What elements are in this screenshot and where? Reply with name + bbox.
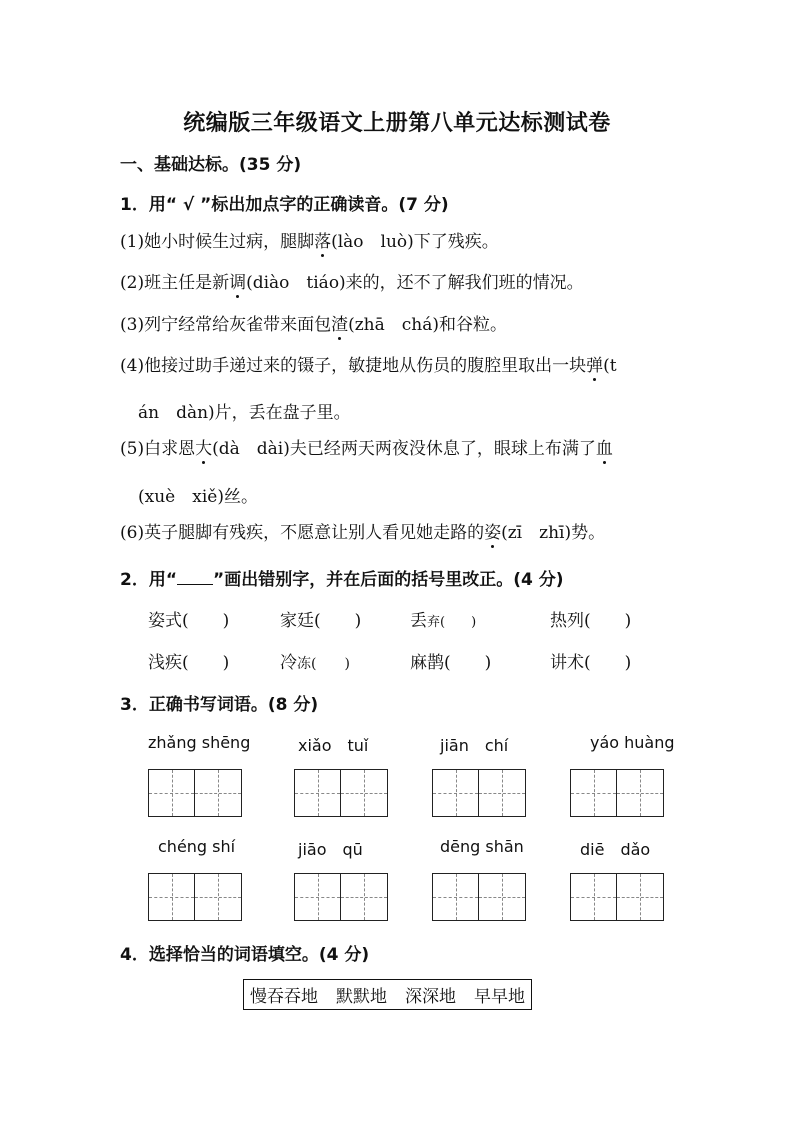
q1-item-5-cont: (xuè xiě)丝。 <box>138 487 258 507</box>
q1-item-5-post: (dà dài)夫已经两天两夜没休息了，眼球上布满了 <box>212 439 596 459</box>
pinyin-prompt: jiāo qū <box>298 840 363 859</box>
grid-cell[interactable] <box>571 770 617 816</box>
word-bank-item: 深深地 <box>405 987 456 1007</box>
q1-item-1 <box>120 227 499 252</box>
grid-cell[interactable] <box>295 770 341 816</box>
q1-item-5-pre: (5)白求恩 <box>120 439 196 459</box>
dotted-char: 落 <box>314 227 331 252</box>
grid-cell[interactable] <box>341 874 387 920</box>
dotted-char: 弹 <box>586 351 603 376</box>
q1-item-2 <box>120 268 584 293</box>
question-1-heading: 1．用“ √ ”标出加点字的正确读音。(7 分) <box>120 195 449 215</box>
q1-item-3 <box>120 310 507 335</box>
pinyin-prompt: xiǎo tuǐ <box>298 736 369 755</box>
grid-cell[interactable] <box>149 770 195 816</box>
q1-item-4-cont: án dàn)片，丢在盘子里。 <box>138 403 351 423</box>
q2-word-part: 丢 <box>410 611 427 631</box>
writing-grid[interactable] <box>570 769 664 817</box>
pinyin-prompt: jiān chí <box>440 736 509 755</box>
q2-word <box>410 606 476 631</box>
question-3-heading: 3．正确书写词语。(8 分) <box>120 695 319 715</box>
grid-cell[interactable] <box>295 874 341 920</box>
q2-word: 麻鹊( ) <box>410 653 492 673</box>
grid-cell[interactable] <box>433 874 479 920</box>
q1-item-6 <box>120 518 605 543</box>
pinyin-prompt: diē dǎo <box>580 840 651 859</box>
page-title: 统编版三年级语文上册第八单元达标测试卷 <box>183 111 611 136</box>
q1-item-6-post: (zī zhī)势。 <box>501 523 606 543</box>
writing-grid[interactable] <box>148 769 242 817</box>
dotted-char: 渣 <box>331 310 348 335</box>
q1-item-6-pre: (6)英子腿脚有残疾，不愿意让别人看见她走路的 <box>120 523 485 543</box>
question-2-heading <box>120 565 563 590</box>
q2-word: 讲术( ) <box>550 653 632 673</box>
q2-word <box>280 648 350 673</box>
grid-cell[interactable] <box>195 874 241 920</box>
q2-word-part: 弃( ) <box>427 615 477 630</box>
grid-cell[interactable] <box>433 770 479 816</box>
grid-cell[interactable] <box>195 770 241 816</box>
dotted-char: 调 <box>229 268 246 293</box>
q1-item-4-post: (t <box>603 356 617 376</box>
q1-item-3-post: (zhā chá)和谷粒。 <box>348 315 508 335</box>
q1-item-4-pre: (4)他接过助手递过来的镊子，敏捷地从伤员的腹腔里取出一块 <box>120 356 587 376</box>
grid-cell[interactable] <box>617 770 663 816</box>
pinyin-prompt: yáo huàng <box>590 733 675 752</box>
q1-item-2-post: (diào tiáo)来的，还不了解我们班的情况。 <box>246 273 584 293</box>
writing-grid[interactable] <box>570 873 664 921</box>
grid-cell[interactable] <box>571 874 617 920</box>
q1-item-4 <box>120 351 617 376</box>
q2-word: 浅疾( ) <box>148 653 230 673</box>
q1-item-3-pre: (3)列宁经常给灰雀带来面包 <box>120 315 332 335</box>
grid-cell[interactable] <box>479 874 525 920</box>
q2-word-part: 冻( ) <box>297 656 350 672</box>
question-4-heading: 4．选择恰当的词语填空。(4 分) <box>120 945 370 965</box>
word-bank <box>243 979 532 1010</box>
pinyin-prompt: chéng shí <box>158 837 236 856</box>
writing-grid[interactable] <box>432 769 526 817</box>
underline-blank <box>177 570 213 585</box>
writing-grid[interactable] <box>294 769 388 817</box>
writing-grid[interactable] <box>432 873 526 921</box>
q1-item-5 <box>120 434 613 459</box>
pinyin-prompt: zhǎng shēng <box>148 733 251 752</box>
writing-grid[interactable] <box>294 873 388 921</box>
q2-heading-pre: 2．用“ <box>120 570 178 590</box>
grid-cell[interactable] <box>149 874 195 920</box>
grid-cell[interactable] <box>617 874 663 920</box>
q2-word-part: 冷 <box>280 653 297 673</box>
section-heading: 一、基础达标。(35 分) <box>120 155 302 175</box>
word-bank-item: 慢吞吞地 <box>250 987 318 1007</box>
q2-word: 家廷( ) <box>280 611 362 631</box>
writing-grid[interactable] <box>148 873 242 921</box>
dotted-char: 大 <box>195 434 212 459</box>
word-bank-item: 早早地 <box>474 987 525 1007</box>
pinyin-prompt: dēng shān <box>440 837 524 856</box>
q1-item-1-pre: (1)她小时候生过病，腿脚 <box>120 232 315 252</box>
q2-heading-post: ”画出错别字，并在后面的括号里改正。(4 分) <box>213 570 564 590</box>
q1-item-1-post: (lào luò)下了残疾。 <box>331 232 499 252</box>
word-bank-item: 默默地 <box>336 987 387 1007</box>
q1-item-2-pre: (2)班主任是新 <box>120 273 230 293</box>
dotted-char: 血 <box>596 434 613 459</box>
grid-cell[interactable] <box>479 770 525 816</box>
grid-cell[interactable] <box>341 770 387 816</box>
dotted-char: 姿 <box>484 518 501 543</box>
q2-word: 姿式( ) <box>148 611 230 631</box>
q2-word: 热列( ) <box>550 611 632 631</box>
